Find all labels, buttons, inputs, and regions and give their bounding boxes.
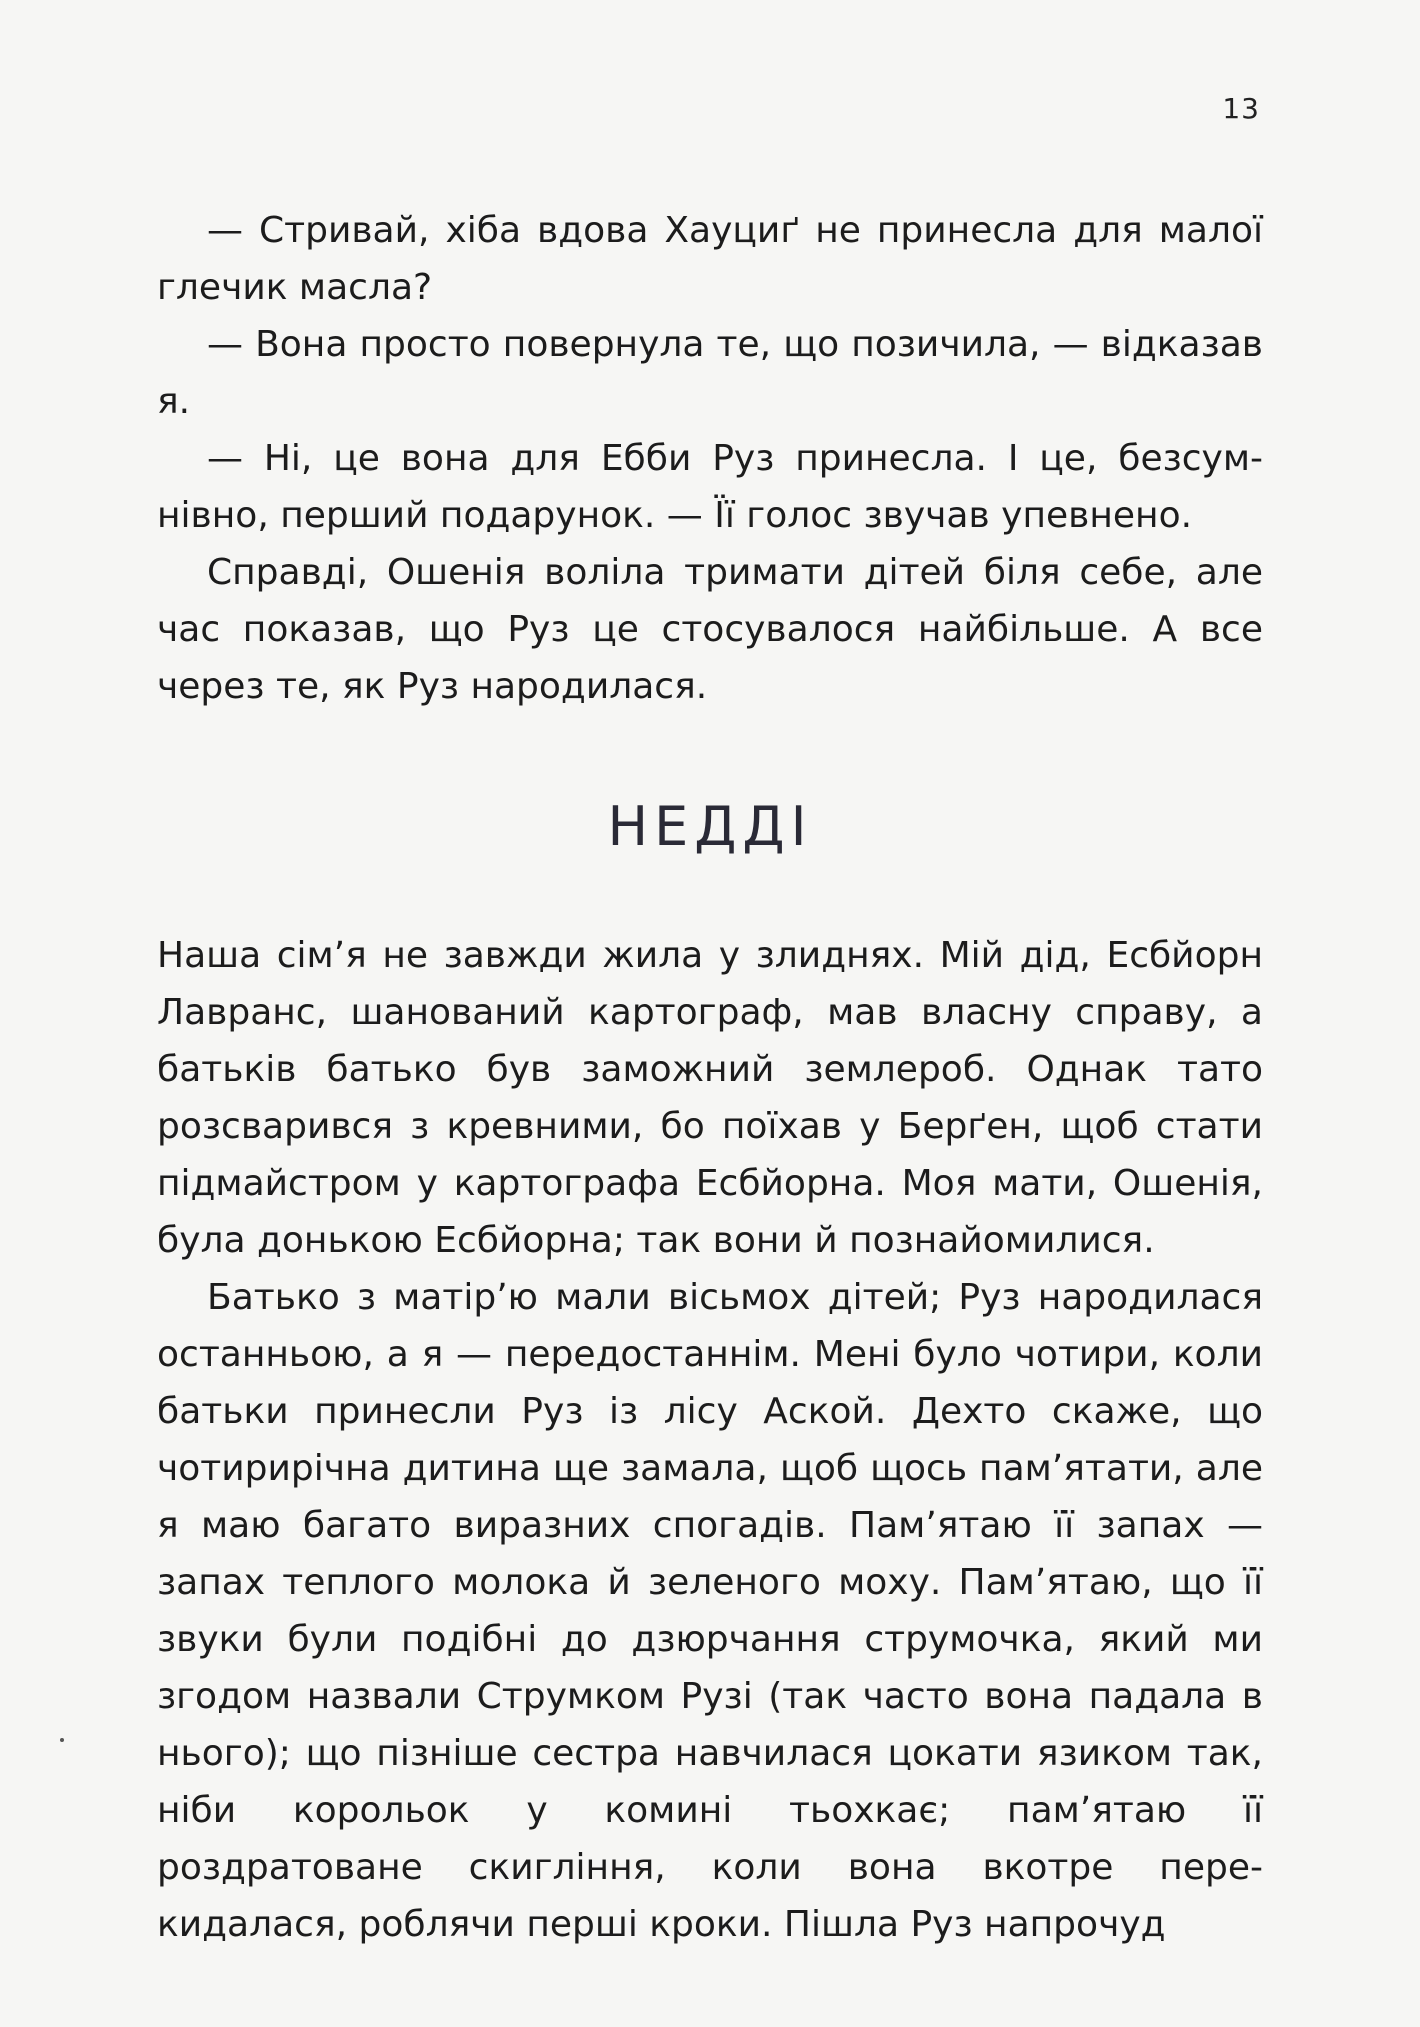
print-speck: [60, 1738, 64, 1742]
dialogue-line-2: — Вона просто повернула те, що позичила, — відказав я.: [157, 324, 1263, 422]
page-number: 13: [1222, 92, 1260, 125]
dialogue-line-3: — Ні, це вона для Ебби Руз принесла. І це, безсумнівно, перший подарунок. — Її голос звучав упевнено.: [157, 438, 1263, 536]
chapter-paragraph-1: Наша сім’я не завжди жила у злиднях. Мій дід, Есбйорн Лавранс, шанований картограф, мав власну справу, а батьків батько був заможний землероб. Однак тато розсварився з кревними, бо поїхав у Берґен, щоб стати підмайстром у картографа Есбйорна. Моя мати, Ошенія, була донькою Есбйорна; так вони й познайомилися.: [157, 935, 1263, 1261]
chapter-paragraph-2: Батько з матір’ю мали вісьмох дітей; Руз народилася останньою, а я — передостаннім. Мені було чотири, коли батьки принесли Руз із лісу Аской. Дехто скаже, що чотирирічна дитина ще замала, щоб щось пам’ятати, але я маю багато виразних спогадів. Пам’ятаю її запах — запах теплого молока й зеленого моху. Пам’ятаю, що її звуки були подібні до дзюрчання струмочка, який ми згодом назвали Струмком Рузі (так часто вона падала в нього); що пізніше сестра навчилася цокати язиком так, ніби корольок у комині тьохкає; пам’ятаю її роздратоване скиглiння, коли вона вкотре перекидалася, роблячи перші кроки. Пішла Руз напрочуд: [157, 1277, 1263, 1945]
dialogue-section: [157, 202, 1263, 715]
chapter-body: [157, 927, 1263, 1953]
chapter-title: НЕДДІ: [607, 795, 813, 858]
dialogue-line-1: — Стривай, хіба вдова Хауциґ не принесла для малої глечик масла?: [157, 210, 1263, 308]
narration-paragraph: Справді, Ошенія воліла тримати дітей біля себе, але час показав, що Руз це стосувалося найбільше. А все через те, як Руз народилася.: [157, 552, 1263, 707]
